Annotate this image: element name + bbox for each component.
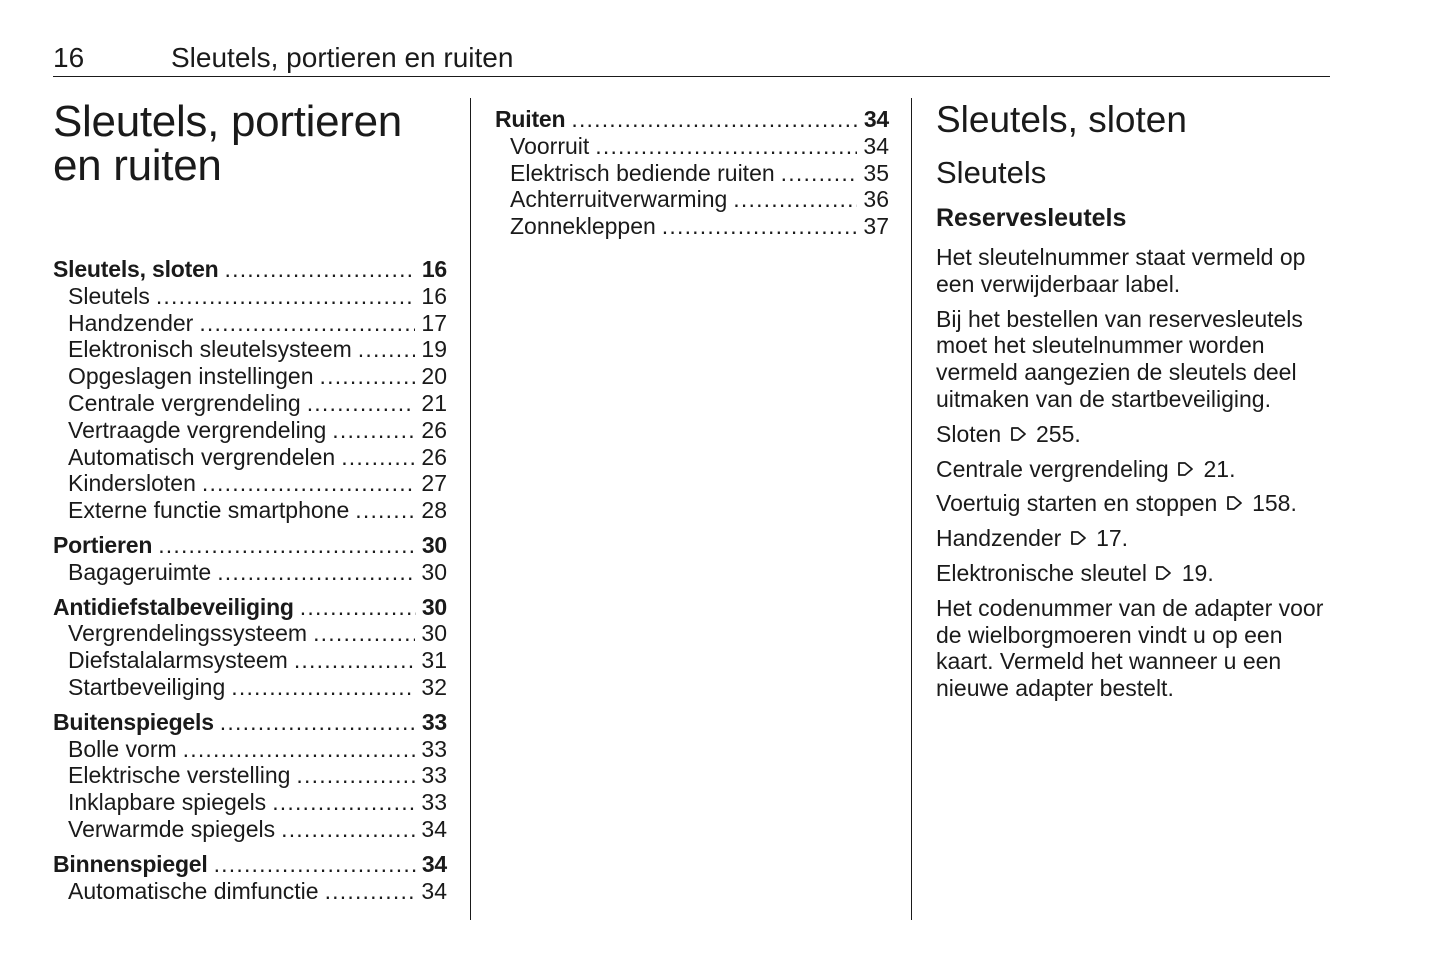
page-header	[53, 40, 1330, 77]
toc-page-number: 30	[421, 531, 447, 558]
page-reference-arrow-icon	[1155, 561, 1173, 579]
toc-page-number: 34	[421, 815, 447, 842]
toc-page-number: 35	[863, 159, 889, 186]
reference-text: Handzender	[936, 525, 1062, 552]
toc-page-number: 30	[421, 593, 447, 620]
page-reference-arrow-icon	[1010, 422, 1028, 440]
toc-page-number: 32	[421, 673, 447, 700]
toc-subentry[interactable]	[495, 160, 889, 187]
toc-label: Portieren	[53, 531, 153, 558]
toc-subentry[interactable]	[53, 674, 447, 701]
reference-page: 158.	[1252, 490, 1297, 517]
toc-page-number: 33	[421, 762, 447, 789]
toc-page-number: 27	[421, 470, 447, 497]
chapter-title-line: en ruiten	[53, 141, 222, 190]
toc-page-number: 34	[421, 877, 447, 904]
toc-page-number: 33	[421, 735, 447, 762]
toc-leader-dots	[733, 186, 857, 213]
table-of-contents	[53, 256, 447, 912]
toc-subentry[interactable]	[53, 647, 447, 674]
toc-label: Externe functie smartphone	[68, 497, 350, 524]
toc-label: Ruiten	[495, 106, 566, 132]
toc-label: Binnenspiegel	[53, 850, 208, 877]
toc-page-number: 31	[421, 647, 447, 674]
toc-label: Handzender	[68, 309, 194, 336]
cross-reference[interactable]	[936, 560, 1336, 587]
toc-label: Vergrendelingssysteem	[68, 620, 308, 647]
reference-page: 21.	[1203, 455, 1236, 482]
toc-subentry[interactable]	[53, 470, 447, 497]
toc-label: Centrale vergrendeling	[68, 389, 301, 416]
toc-subentry[interactable]	[495, 133, 889, 160]
toc-subentry[interactable]	[53, 762, 447, 789]
toc-page-number: 20	[421, 363, 447, 390]
paragraph: Het codenummer van de adapter voor de wielborgmoeren vindt u op een kaart. Vermeld het wanneer u een nieuwe adapter bestelt.	[936, 594, 1324, 702]
toc-label: Elektronisch sleutelsysteem	[68, 336, 352, 363]
toc-subentry[interactable]	[53, 363, 447, 390]
subsection-heading: Sleutels	[936, 155, 1047, 190]
toc-page-number: 30	[421, 558, 447, 585]
toc-page-number: 37	[863, 213, 889, 240]
toc-page-number: 36	[863, 186, 889, 213]
toc-label: Zonnekleppen	[510, 213, 656, 240]
toc-group	[495, 106, 889, 240]
toc-label: Antidiefstalbeveiliging	[53, 593, 294, 620]
page-number: 16	[53, 42, 85, 73]
toc-leader-dots	[341, 444, 415, 471]
toc-subentry[interactable]	[53, 736, 447, 763]
toc-leader-dots	[662, 213, 858, 240]
toc-subentry[interactable]	[53, 390, 447, 417]
toc-subentry[interactable]	[53, 816, 447, 843]
toc-subentry[interactable]	[53, 878, 447, 905]
cross-reference[interactable]	[936, 490, 1336, 517]
reference-text: Sloten	[936, 420, 1002, 447]
page-reference-arrow-icon	[1226, 491, 1244, 509]
toc-leader-dots	[595, 133, 857, 160]
toc-label: Diefstalalarmsysteem	[68, 647, 288, 674]
toc-leader-dots	[220, 709, 416, 736]
column-divider	[470, 98, 471, 920]
toc-subentry[interactable]	[53, 417, 447, 444]
paragraph: Het sleutelnummer staat vermeld op een verwijderbaar label.	[936, 244, 1306, 297]
toc-page-number: 16	[421, 256, 447, 282]
paragraph: Bij het bestellen van reservesleutels moet het sleutelnummer worden vermeld aangezien de sleutels deel uitmaken van de startbeveiliging.	[936, 305, 1303, 412]
reference-text: Centrale vergrendeling	[936, 455, 1169, 482]
toc-leader-dots	[300, 594, 416, 621]
toc-subentry[interactable]	[53, 310, 447, 337]
toc-label: Verwarmde spiegels	[68, 815, 276, 842]
toc-page-number: 28	[421, 497, 447, 524]
toc-page-number: 34	[421, 850, 447, 877]
toc-subentry[interactable]	[53, 497, 447, 524]
toc-leader-dots	[325, 878, 416, 905]
toc-leader-dots	[156, 283, 416, 310]
toc-label: Buitenspiegels	[53, 708, 214, 735]
toc-label: Opgeslagen instellingen	[68, 363, 314, 390]
toc-subentry[interactable]	[53, 789, 447, 816]
toc-page-number: 17	[421, 309, 447, 336]
toc-group	[53, 709, 447, 843]
toc-label: Elektrisch bediende ruiten	[510, 159, 775, 186]
toc-label: Bolle vorm	[68, 735, 177, 762]
page-reference-arrow-icon	[1070, 526, 1088, 544]
toc-leader-dots	[313, 620, 415, 647]
toc-page-number: 34	[863, 132, 889, 159]
toc-subentry[interactable]	[495, 213, 889, 240]
cross-reference[interactable]	[936, 525, 1336, 552]
toc-label: Automatisch vergrendelen	[68, 443, 336, 470]
toc-leader-dots	[355, 497, 415, 524]
chapter-title	[53, 97, 453, 190]
toc-label: Kindersloten	[68, 470, 196, 497]
toc-subentry[interactable]	[53, 444, 447, 471]
topic-heading: Reservesleutels	[936, 204, 1127, 232]
toc-leader-dots	[296, 762, 415, 789]
toc-subentry[interactable]	[495, 186, 889, 213]
toc-entry[interactable]	[53, 532, 447, 559]
chapter-title-line: Sleutels, portieren	[53, 97, 402, 146]
toc-leader-dots	[332, 417, 415, 444]
toc-leader-dots	[272, 789, 415, 816]
reference-list	[936, 421, 1336, 587]
toc-label: Startbeveiliging	[68, 673, 226, 700]
toc-page-number: 26	[421, 443, 447, 470]
toc-leader-dots	[183, 736, 416, 763]
toc-leader-dots	[307, 390, 416, 417]
column-divider	[911, 98, 912, 920]
toc-page-number: 26	[421, 416, 447, 443]
toc-label: Sleutels	[68, 282, 150, 309]
toc-page-number: 21	[421, 389, 447, 416]
toc-entry[interactable]	[53, 851, 447, 878]
toc-entry[interactable]	[53, 256, 447, 283]
reference-text: Elektronische sleutel	[936, 559, 1147, 586]
reference-page: 17.	[1096, 525, 1129, 552]
toc-entry[interactable]	[53, 594, 447, 621]
toc-page-number: 34	[863, 106, 889, 132]
toc-subentry[interactable]	[53, 620, 447, 647]
toc-label: Voorruit	[510, 132, 590, 159]
toc-label: Bagageruimte	[68, 558, 212, 585]
table-of-contents-continued	[495, 106, 889, 248]
running-title: Sleutels, portieren en ruiten	[171, 42, 514, 73]
reference-page: 255.	[1036, 420, 1081, 447]
toc-label: Inklapbare spiegels	[68, 789, 267, 816]
cross-reference[interactable]	[936, 456, 1336, 483]
toc-leader-dots	[199, 310, 415, 337]
toc-subentry[interactable]	[53, 283, 447, 310]
section-heading: Sleutels, sloten	[936, 99, 1187, 140]
toc-entry[interactable]	[495, 106, 889, 133]
toc-leader-dots	[158, 532, 416, 559]
toc-group	[53, 532, 447, 586]
toc-page-number: 33	[421, 708, 447, 735]
toc-leader-dots	[320, 363, 416, 390]
toc-leader-dots	[217, 559, 415, 586]
toc-subentry[interactable]	[53, 559, 447, 586]
toc-leader-dots	[202, 470, 416, 497]
toc-page-number: 33	[421, 789, 447, 816]
toc-page-number: 16	[421, 282, 447, 309]
toc-group	[53, 594, 447, 701]
toc-leader-dots	[281, 816, 415, 843]
reference-text: Voertuig starten en stoppen	[936, 490, 1218, 517]
reference-page: 19.	[1181, 559, 1214, 586]
toc-label: Vertraagde vergrendeling	[68, 416, 327, 443]
toc-subentry[interactable]	[53, 336, 447, 363]
toc-entry[interactable]	[53, 709, 447, 736]
toc-leader-dots	[571, 106, 857, 133]
toc-label: Achterruitverwarming	[510, 186, 728, 213]
toc-page-number: 30	[421, 620, 447, 647]
toc-leader-dots	[225, 256, 416, 283]
toc-group	[53, 851, 447, 905]
toc-leader-dots	[294, 647, 416, 674]
toc-group	[53, 256, 447, 524]
page-reference-arrow-icon	[1177, 457, 1195, 475]
cross-reference[interactable]	[936, 421, 1336, 448]
toc-label: Elektrische verstelling	[68, 762, 291, 789]
toc-leader-dots	[781, 160, 858, 187]
toc-label: Sleutels, sloten	[53, 256, 219, 282]
toc-leader-dots	[214, 851, 416, 878]
toc-page-number: 19	[421, 336, 447, 363]
toc-leader-dots	[358, 336, 416, 363]
toc-label: Automatische dimfunctie	[68, 877, 319, 904]
section-content	[936, 100, 1336, 710]
toc-leader-dots	[231, 674, 415, 701]
